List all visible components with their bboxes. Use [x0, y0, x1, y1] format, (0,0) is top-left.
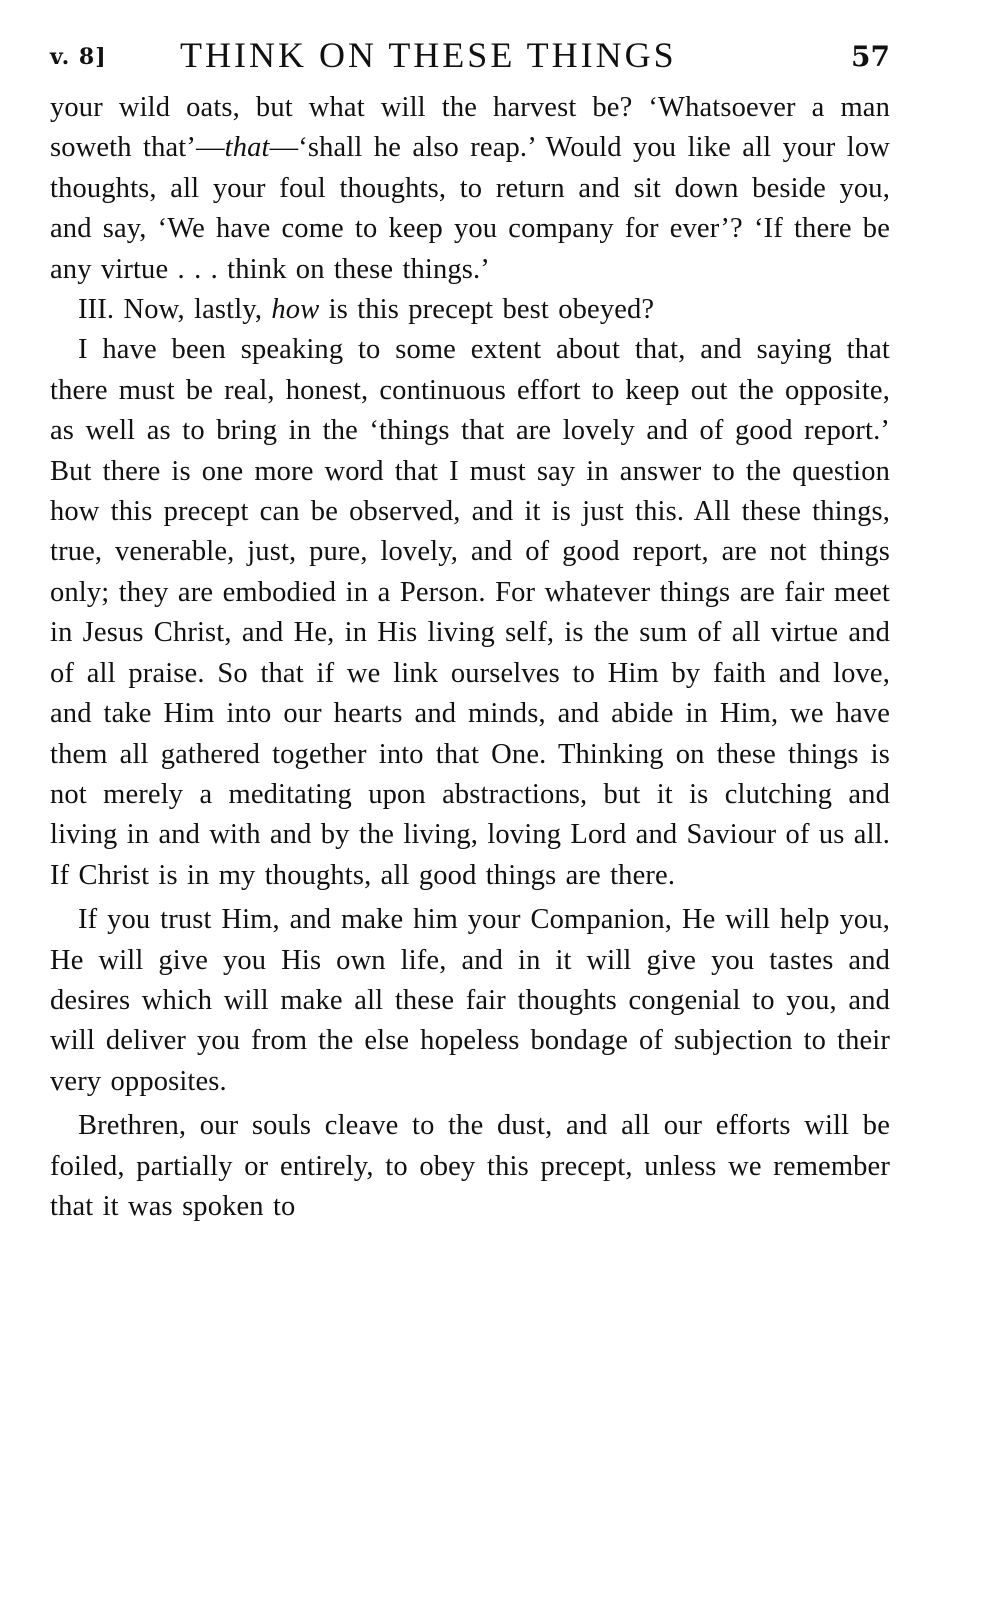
text-segment: —‘shall he also reap.’ Would you like all your low thoughts, all your foul thoughts, to return and sit down beside you, and say, ‘We have come to keep you company for ever’? ‘If there be any virtue . . . think on these things.’: [50, 132, 891, 285]
paragraph: Brethren, our souls cleave to the dust, and all our efforts will be foiled, partially or entirely, to obey this precept, unless we remember that it was spoken to: [50, 1110, 890, 1222]
running-title: THINK ON THESE THINGS: [180, 35, 677, 75]
section-heading-paragraph: [50, 290, 890, 330]
text-segment: III. Now, lastly,: [78, 294, 272, 326]
paragraph-continued: [50, 88, 890, 290]
paragraph: If you trust Him, and make him your Companion, He will help you, He will give you His own life, and in it will give you tastes and desires which will make all these fair thoughts congenial to you, and will deliver you from the else hopeless bondage of subjection to their very opposites.: [50, 904, 890, 1097]
page-number: 57: [851, 40, 890, 73]
text-segment: your wild oats, but what will the harvest be? ‘Whatsoever a man soweth that’—: [50, 92, 890, 164]
body-text: [50, 88, 890, 1227]
italic-emphasis: how: [271, 294, 320, 326]
book-page: [50, 28, 890, 1227]
verse-reference: v. 8]: [50, 44, 107, 70]
text-segment: is this precept best obeyed?: [319, 294, 655, 326]
italic-emphasis: that: [224, 132, 270, 164]
paragraph: I have been speaking to some extent about that, and saying that there must be real, honest, continuous effort to keep out the opposite, as well as to bring in the ‘things that are lovely and of good report.’ But there is one more word that I must say in answer to the question how this precept can be observed, and it is just this. All these things, true, venerable, just, pure, lovely, and of good report, are not things only; they are embodied in a Person. For whatever things are fair meet in Jesus Christ, and He, in His living self, is the sum of all virtue and of all praise. So that if we link ourselves to Him by faith and love, and take Him into our hearts and minds, and abide in Him, we have them all gathered together into that One. Thinking on these things is not merely a meditating upon abstractions, but it is clutching and living in and with and by the living, loving Lord and Saviour of us all. If Christ is in my thoughts, all good things are there.: [50, 334, 890, 891]
running-head: [50, 28, 890, 88]
